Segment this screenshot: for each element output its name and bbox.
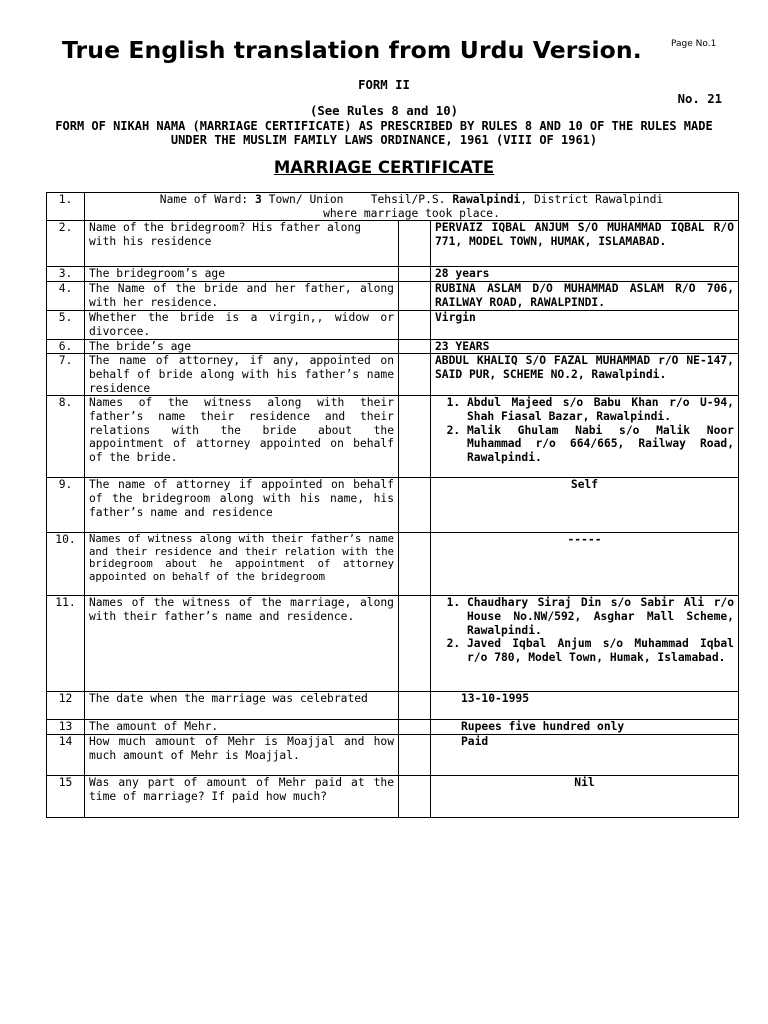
spacer-cell	[399, 735, 431, 776]
rules-reference: (See Rules 8 and 10)	[309, 104, 459, 118]
spacer-cell	[399, 311, 431, 339]
spacer-cell	[399, 776, 431, 818]
spacer-cell	[399, 692, 431, 720]
certificate-number: No. 21	[677, 92, 722, 106]
answer-cell: Paid	[431, 735, 739, 776]
answer-cell: Rupees five hundred only	[431, 720, 739, 735]
spacer-cell	[399, 720, 431, 735]
question-cell: Whether the bride is a virgin,, widow or divorcee.	[85, 311, 399, 339]
witness-list	[435, 396, 734, 465]
table-row	[47, 533, 739, 596]
table-row	[47, 311, 739, 339]
spacer-cell	[399, 282, 431, 311]
document-title: True English translation from Urdu Version.	[62, 36, 642, 64]
question-cell: Names of witness along with their father’s name and their residence and their relation with the bridegroom about he appointment of attorney appointed on behalf of the bridegroom	[85, 533, 399, 596]
answer-cell	[431, 596, 739, 692]
list-item: 2. Malik Ghulam Nabi s/o Malik Noor Muhammad r/o 664/665, Railway Road, Rawalpindi.	[467, 424, 734, 465]
table-row	[47, 193, 739, 221]
answer-cell: Nil	[431, 776, 739, 818]
spacer-cell	[399, 396, 431, 478]
answer-cell: RUBINA ASLAM D/O MUHAMMAD ASLAM R/O 706, RAILWAY ROAD, RAWALPINDI.	[431, 282, 739, 311]
row-number: 6.	[47, 339, 85, 354]
table-row	[47, 282, 739, 311]
question-cell: The Name of the bride and her father, along with her residence.	[85, 282, 399, 311]
answer-cell: PERVAIZ IQBAL ANJUM S/O MUHAMMAD IQBAL R/O 771, MODEL TOWN, HUMAK, ISLAMABAD.	[431, 221, 739, 267]
question-cell: Names of the witness of the marriage, along with their father’s name and residence.	[85, 596, 399, 692]
row-number: 2.	[47, 221, 85, 267]
town-label: Town/ Union	[268, 193, 344, 206]
answer-cell: Self	[431, 478, 739, 533]
question-cell: The name of attorney, if any, appointed on behalf of bride along with his father’s name residence	[85, 354, 399, 396]
tehsil-label: Tehsil/P.S.	[370, 193, 446, 206]
row-number: 11.	[47, 596, 85, 692]
place-text: where marriage took place.	[323, 206, 500, 220]
spacer-cell	[399, 221, 431, 267]
ward-details	[85, 193, 739, 221]
form-name: FORM II	[358, 78, 410, 92]
answer-cell	[431, 396, 739, 478]
question-cell: Names of the witness along with their father’s name their residence and their relations with the bride about the appointment of attorney appointed on behalf of the bride.	[85, 396, 399, 478]
spacer-cell	[399, 596, 431, 692]
page-number: Page No.1	[671, 39, 717, 49]
answer-cell: 13-10-1995	[431, 692, 739, 720]
table-row	[47, 692, 739, 720]
row-number: 8.	[47, 396, 85, 478]
row-number: 4.	[47, 282, 85, 311]
table-row	[47, 396, 739, 478]
row-number: 7.	[47, 354, 85, 396]
row-number: 14	[47, 735, 85, 776]
list-item: 1. Abdul Majeed s/o Babu Khan r/o U-94, Shah Fiasal Bazar, Rawalpindi.	[467, 396, 734, 423]
spacer-cell	[399, 339, 431, 354]
table-row	[47, 720, 739, 735]
form-description: FORM OF NIKAH NAMA (MARRIAGE CERTIFICATE) AS PRESCRIBED BY RULES 8 AND 10 OF THE RULES MADE UNDER THE MUSLIM FAMILY LAWS ORDINANCE, 1961 (VIII OF 1961)	[55, 119, 713, 147]
row-number: 5.	[47, 311, 85, 339]
question-cell: The amount of Mehr.	[85, 720, 399, 735]
ward-value: 3	[255, 193, 262, 206]
spacer-cell	[399, 533, 431, 596]
answer-cell: 23 YEARS	[431, 339, 739, 354]
table-row	[47, 339, 739, 354]
question-cell: Was any part of amount of Mehr paid at the time of marriage? If paid how much?	[85, 776, 399, 818]
row-number: 3.	[47, 267, 85, 282]
tehsil-value: Rawalpindi	[452, 193, 521, 206]
question-cell: The bride’s age	[85, 339, 399, 354]
table-row	[47, 267, 739, 282]
certificate-table	[46, 192, 739, 818]
spacer-cell	[399, 267, 431, 282]
row-number: 12	[47, 692, 85, 720]
table-row	[47, 735, 739, 776]
table-row	[47, 596, 739, 692]
table-row	[47, 776, 739, 818]
spacer-cell	[399, 478, 431, 533]
spacer-cell	[399, 354, 431, 396]
certificate-title: MARRIAGE CERTIFICATE	[273, 158, 495, 177]
question-cell: The name of attorney if appointed on behalf of the bridegroom along with his name, his father’s name and residence	[85, 478, 399, 533]
question-cell: The date when the marriage was celebrated	[85, 692, 399, 720]
row-number: 15	[47, 776, 85, 818]
question-cell: How much amount of Mehr is Moajjal and how much amount of Mehr is Moajjal.	[85, 735, 399, 776]
question-cell: Name of the bridegroom? His father along with his residence	[85, 221, 399, 267]
list-item: 1. Chaudhary Siraj Din s/o Sabir Ali r/o House No.NW/592, Asghar Mall Scheme, Rawalpindi.	[467, 596, 734, 637]
row-number: 9.	[47, 478, 85, 533]
question-cell: The bridegroom’s age	[85, 267, 399, 282]
district-text: , District Rawalpindi	[520, 193, 664, 206]
table-row	[47, 354, 739, 396]
answer-cell: Virgin	[431, 311, 739, 339]
row-number: 13	[47, 720, 85, 735]
list-item: 2. Javed Iqbal Anjum s/o Muhammad Iqbal r/o 780, Model Town, Humak, Islamabad.	[467, 637, 734, 664]
witness-list	[435, 596, 734, 665]
row-number: 10.	[47, 533, 85, 596]
table-row	[47, 221, 739, 267]
ward-label: Name of Ward:	[159, 193, 249, 206]
table-row	[47, 478, 739, 533]
answer-cell: 28 years	[431, 267, 739, 282]
row-number: 1.	[47, 193, 85, 221]
answer-cell: ABDUL KHALIQ S/O FAZAL MUHAMMAD r/O NE-147, SAID PUR, SCHEME NO.2, Rawalpindi.	[431, 354, 739, 396]
answer-cell: -----	[431, 533, 739, 596]
